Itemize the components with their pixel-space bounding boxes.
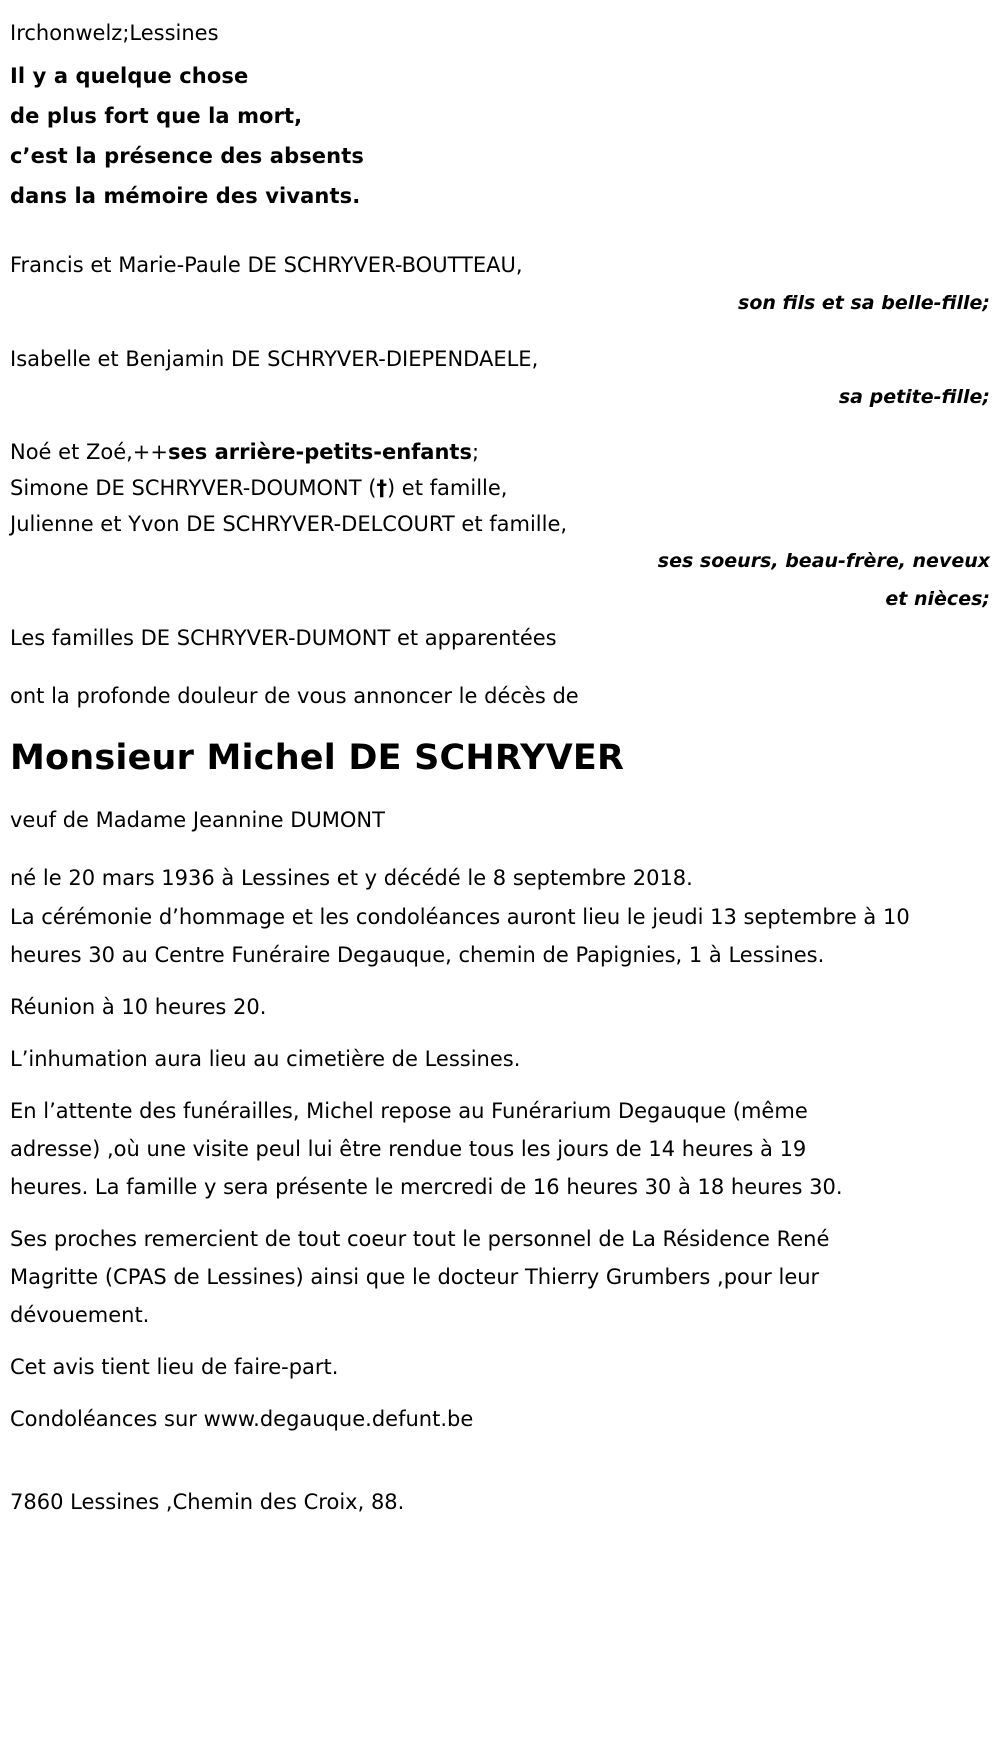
spouse-line: veuf de Madame Jeannine DUMONT bbox=[10, 808, 385, 832]
relative-name: Francis et Marie-Paule DE SCHRYVER-BOUTTEAU, bbox=[10, 253, 523, 277]
spacer bbox=[10, 322, 990, 340]
details-paragraphs bbox=[10, 898, 990, 1438]
great-grandchildren-line bbox=[10, 434, 990, 470]
announcement-line: ont la profonde douleur de vous annoncer le décès de bbox=[10, 684, 579, 708]
sisters-role-text: ses soeurs, beau-frère, neveux et nièces; bbox=[657, 550, 990, 610]
thanks-paragraph: Ses proches remercient de tout coeur tout le personnel de La Résidence René Magritte (CPAS de Lessines) ainsi que le docteur Thierry Grumbers ,pour leur dévouement. bbox=[10, 1227, 830, 1327]
notice-paragraph: Cet avis tient lieu de faire-part. bbox=[10, 1355, 339, 1379]
visiting-hours-paragraph: En l’attente des funérailles, Michel repose au Funérarium Degauque (même adresse) ,où une visite peul lui être rendue tous les jours de 14 heures à 19 heures. La famille y sera présente le mercredi de 16 heures 30 à 18 heures 30. bbox=[10, 1099, 843, 1199]
sister-line-1 bbox=[10, 470, 990, 506]
spacer bbox=[10, 782, 990, 800]
condolences-paragraph: Condoléances sur www.degauque.defunt.be bbox=[10, 1407, 474, 1431]
sister-name-after-dagger: ) et famille, bbox=[386, 476, 508, 500]
spacer bbox=[10, 416, 990, 434]
quote-line-2: de plus fort que la mort, bbox=[10, 104, 303, 128]
sister-name-before-dagger: Simone DE SCHRYVER-DOUMONT ( bbox=[10, 476, 377, 500]
quote-line-4: dans la mémoire des vivants. bbox=[10, 184, 361, 208]
spacer bbox=[10, 658, 990, 676]
birth-death-line: né le 20 mars 1936 à Lessines et y décédé le 8 septembre 2018. bbox=[10, 866, 693, 890]
great-grandchildren-suffix: ; bbox=[471, 440, 480, 464]
great-grandchildren-names: Noé et Zoé,++ bbox=[10, 440, 169, 464]
great-grandchildren-role: ses arrière-petits-enfants bbox=[168, 440, 472, 464]
quote-line-3: c’est la présence des absents bbox=[10, 144, 364, 168]
gathering-paragraph: Réunion à 10 heures 20. bbox=[10, 995, 267, 1019]
spacer bbox=[10, 216, 990, 246]
relative-entry-great-grandchildren bbox=[10, 434, 990, 470]
burial-paragraph: L’inhumation aura lieu au cimetière de Lessines. bbox=[10, 1047, 521, 1071]
spacer bbox=[10, 840, 990, 858]
deceased-name: Monsieur Michel DE SCHRYVER bbox=[10, 738, 625, 778]
relative-entry-son bbox=[10, 246, 990, 322]
relative-entry-granddaughter bbox=[10, 340, 990, 416]
spacer bbox=[10, 716, 990, 734]
families-line: Les familles DE SCHRYVER-DUMONT et apparentées bbox=[10, 626, 557, 650]
address-line: 7860 Lessines ,Chemin des Croix, 88. bbox=[10, 1490, 405, 1514]
relative-role bbox=[10, 378, 990, 416]
relative-role-text: sa petite-fille; bbox=[838, 386, 990, 408]
ceremony-paragraph: La cérémonie d’hommage et les condoléances auront lieu le jeudi 13 septembre à 10 heures 30 au Centre Funéraire Degauque, chemin de Papignies, 1 à Lessines. bbox=[10, 905, 910, 967]
sister-line-2: Julienne et Yvon DE SCHRYVER-DELCOURT et famille, bbox=[10, 512, 568, 536]
dagger-icon: † bbox=[376, 476, 387, 500]
spacer bbox=[10, 1438, 990, 1482]
relative-role bbox=[10, 284, 990, 322]
locality-line: Irchonwelz;Lessines bbox=[10, 21, 219, 45]
sisters-role bbox=[10, 542, 990, 618]
relative-name: Isabelle et Benjamin DE SCHRYVER-DIEPENDAELE, bbox=[10, 347, 539, 371]
relative-role-text: son fils et sa belle-fille; bbox=[738, 292, 990, 314]
relative-entry-sisters bbox=[10, 470, 990, 618]
memorial-quote bbox=[10, 56, 990, 216]
quote-line-1: Il y a quelque chose bbox=[10, 64, 249, 88]
